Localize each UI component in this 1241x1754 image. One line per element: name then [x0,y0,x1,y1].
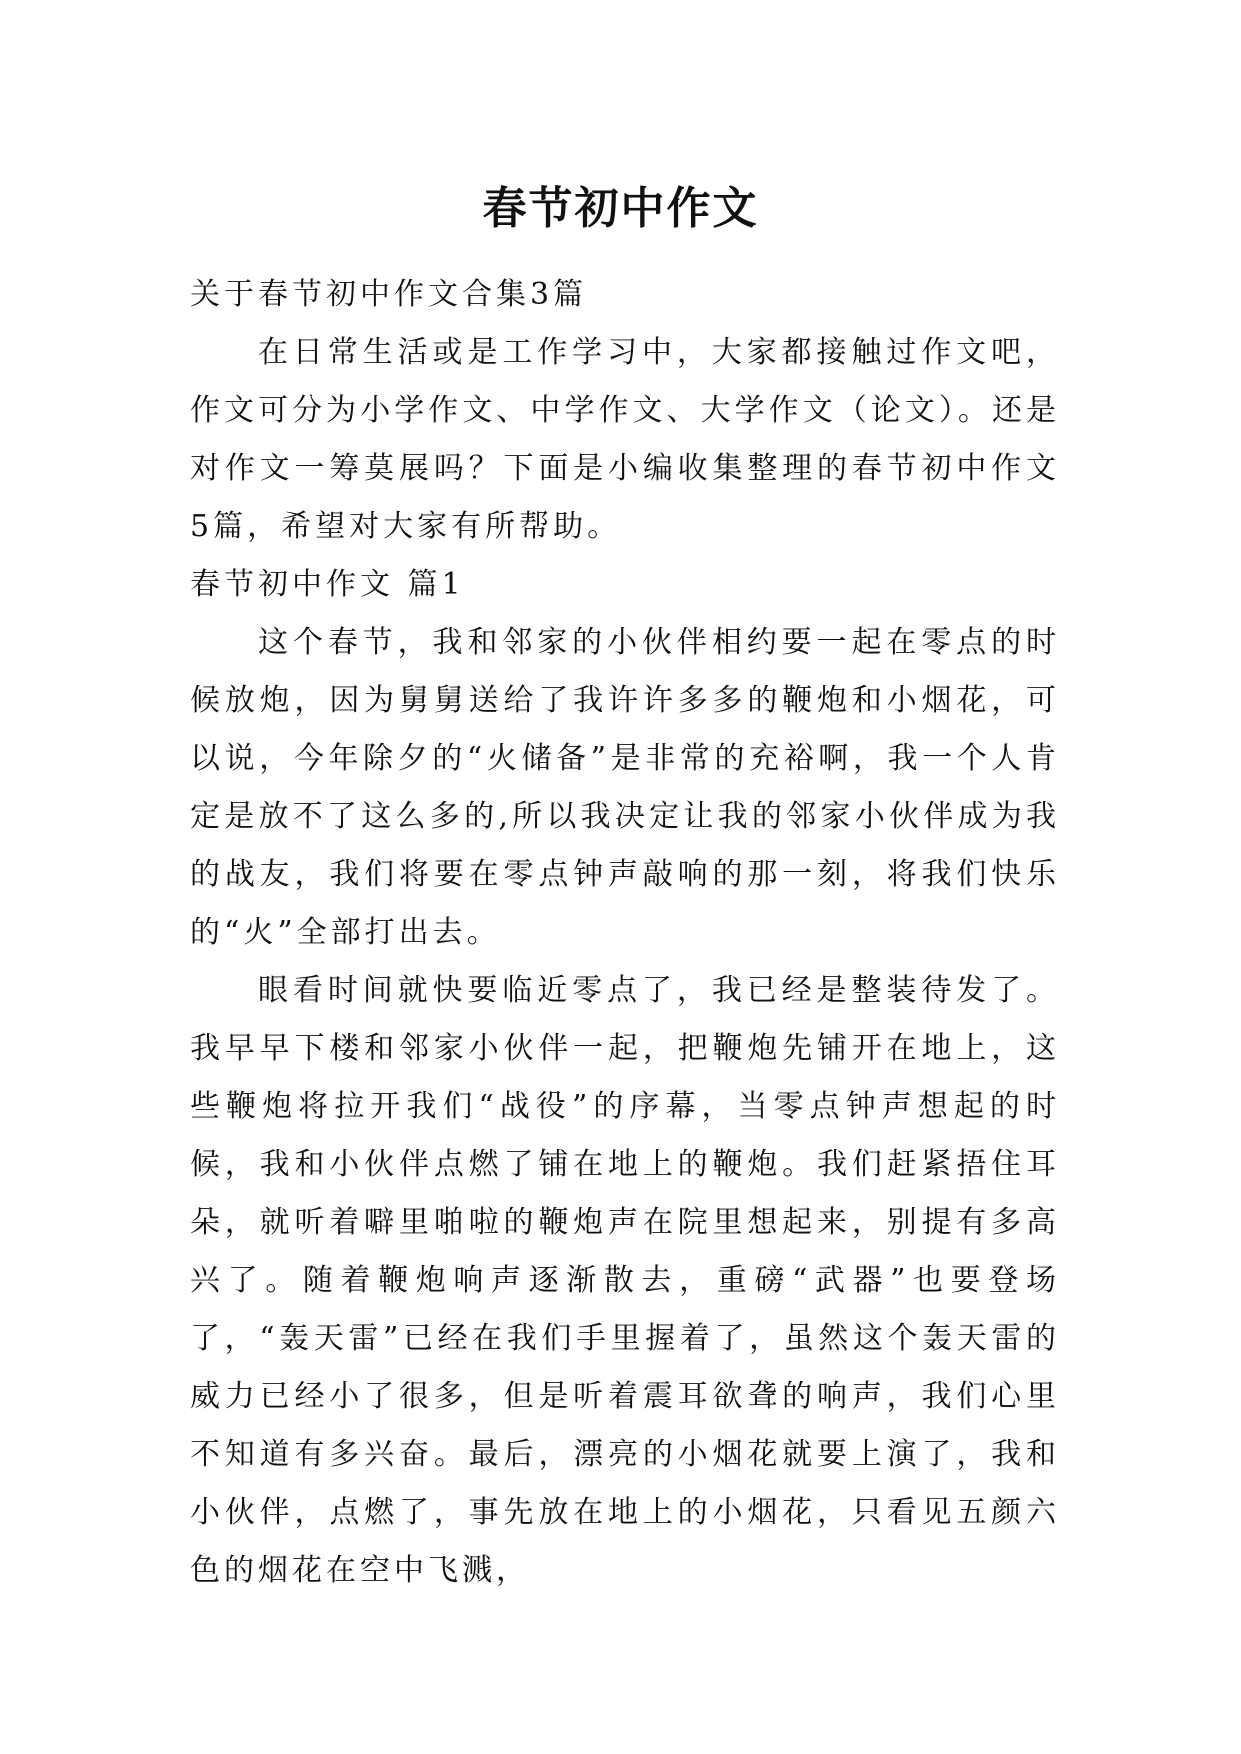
section-heading: 春节初中作文 篇1 [190,567,465,602]
body-paragraph: 这个春节，我和邻家的小伙伴相约要一起在零点的时候放炮，因为舅舅送给了我许许多多的鞭炮和小烟花，可以说，今年除夕的“火储备”是非常的充裕啊，我一个人肯定是放不了这么多的,所以我决定让我的邻家小伙伴成为我的战友，我们将要在零点钟声敲响的那一刻，将我们快乐的“火”全部打出去。 [190,625,1060,950]
body-paragraph: 眼看时间就快要临近零点了，我已经是整装待发了。我早早下楼和邻家小伙伴一起，把鞭炮先铺开在地上，这些鞭炮将拉开我们“战役”的序幕，当零点钟声想起的时候，我和小伙伴点燃了铺在地上的鞭炮。我们赶紧捂住耳朵，就听着噼里啪啦的鞭炮声在院里想起来，别提有多高兴了。随着鞭炮响声逐渐散去，重磅“武器”也要登场了，“轰天雷”已经在我们手里握着了，虽然这个轰天雷的威力已经小了很多，但是听着震耳欲聋的响声，我们心里不知道有多兴奋。最后，漂亮的小烟花就要上演了，我和小伙伴，点燃了，事先放在地上的小烟花，只看见五颜六色的烟花在空中飞溅， [190,973,1060,1588]
document-title: 春节初中作文 [482,183,759,235]
intro-paragraph: 在日常生活或是工作学习中，大家都接触过作文吧，作文可分为小学作文、中学作文、大学作文（论文）。还是对作文一筹莫展吗？下面是小编收集整理的春节初中作文5篇，希望对大家有所帮助。 [190,335,1060,544]
collection-subtitle: 关于春节初中作文合集3篇 [190,277,588,312]
document-body [190,266,1060,1600]
